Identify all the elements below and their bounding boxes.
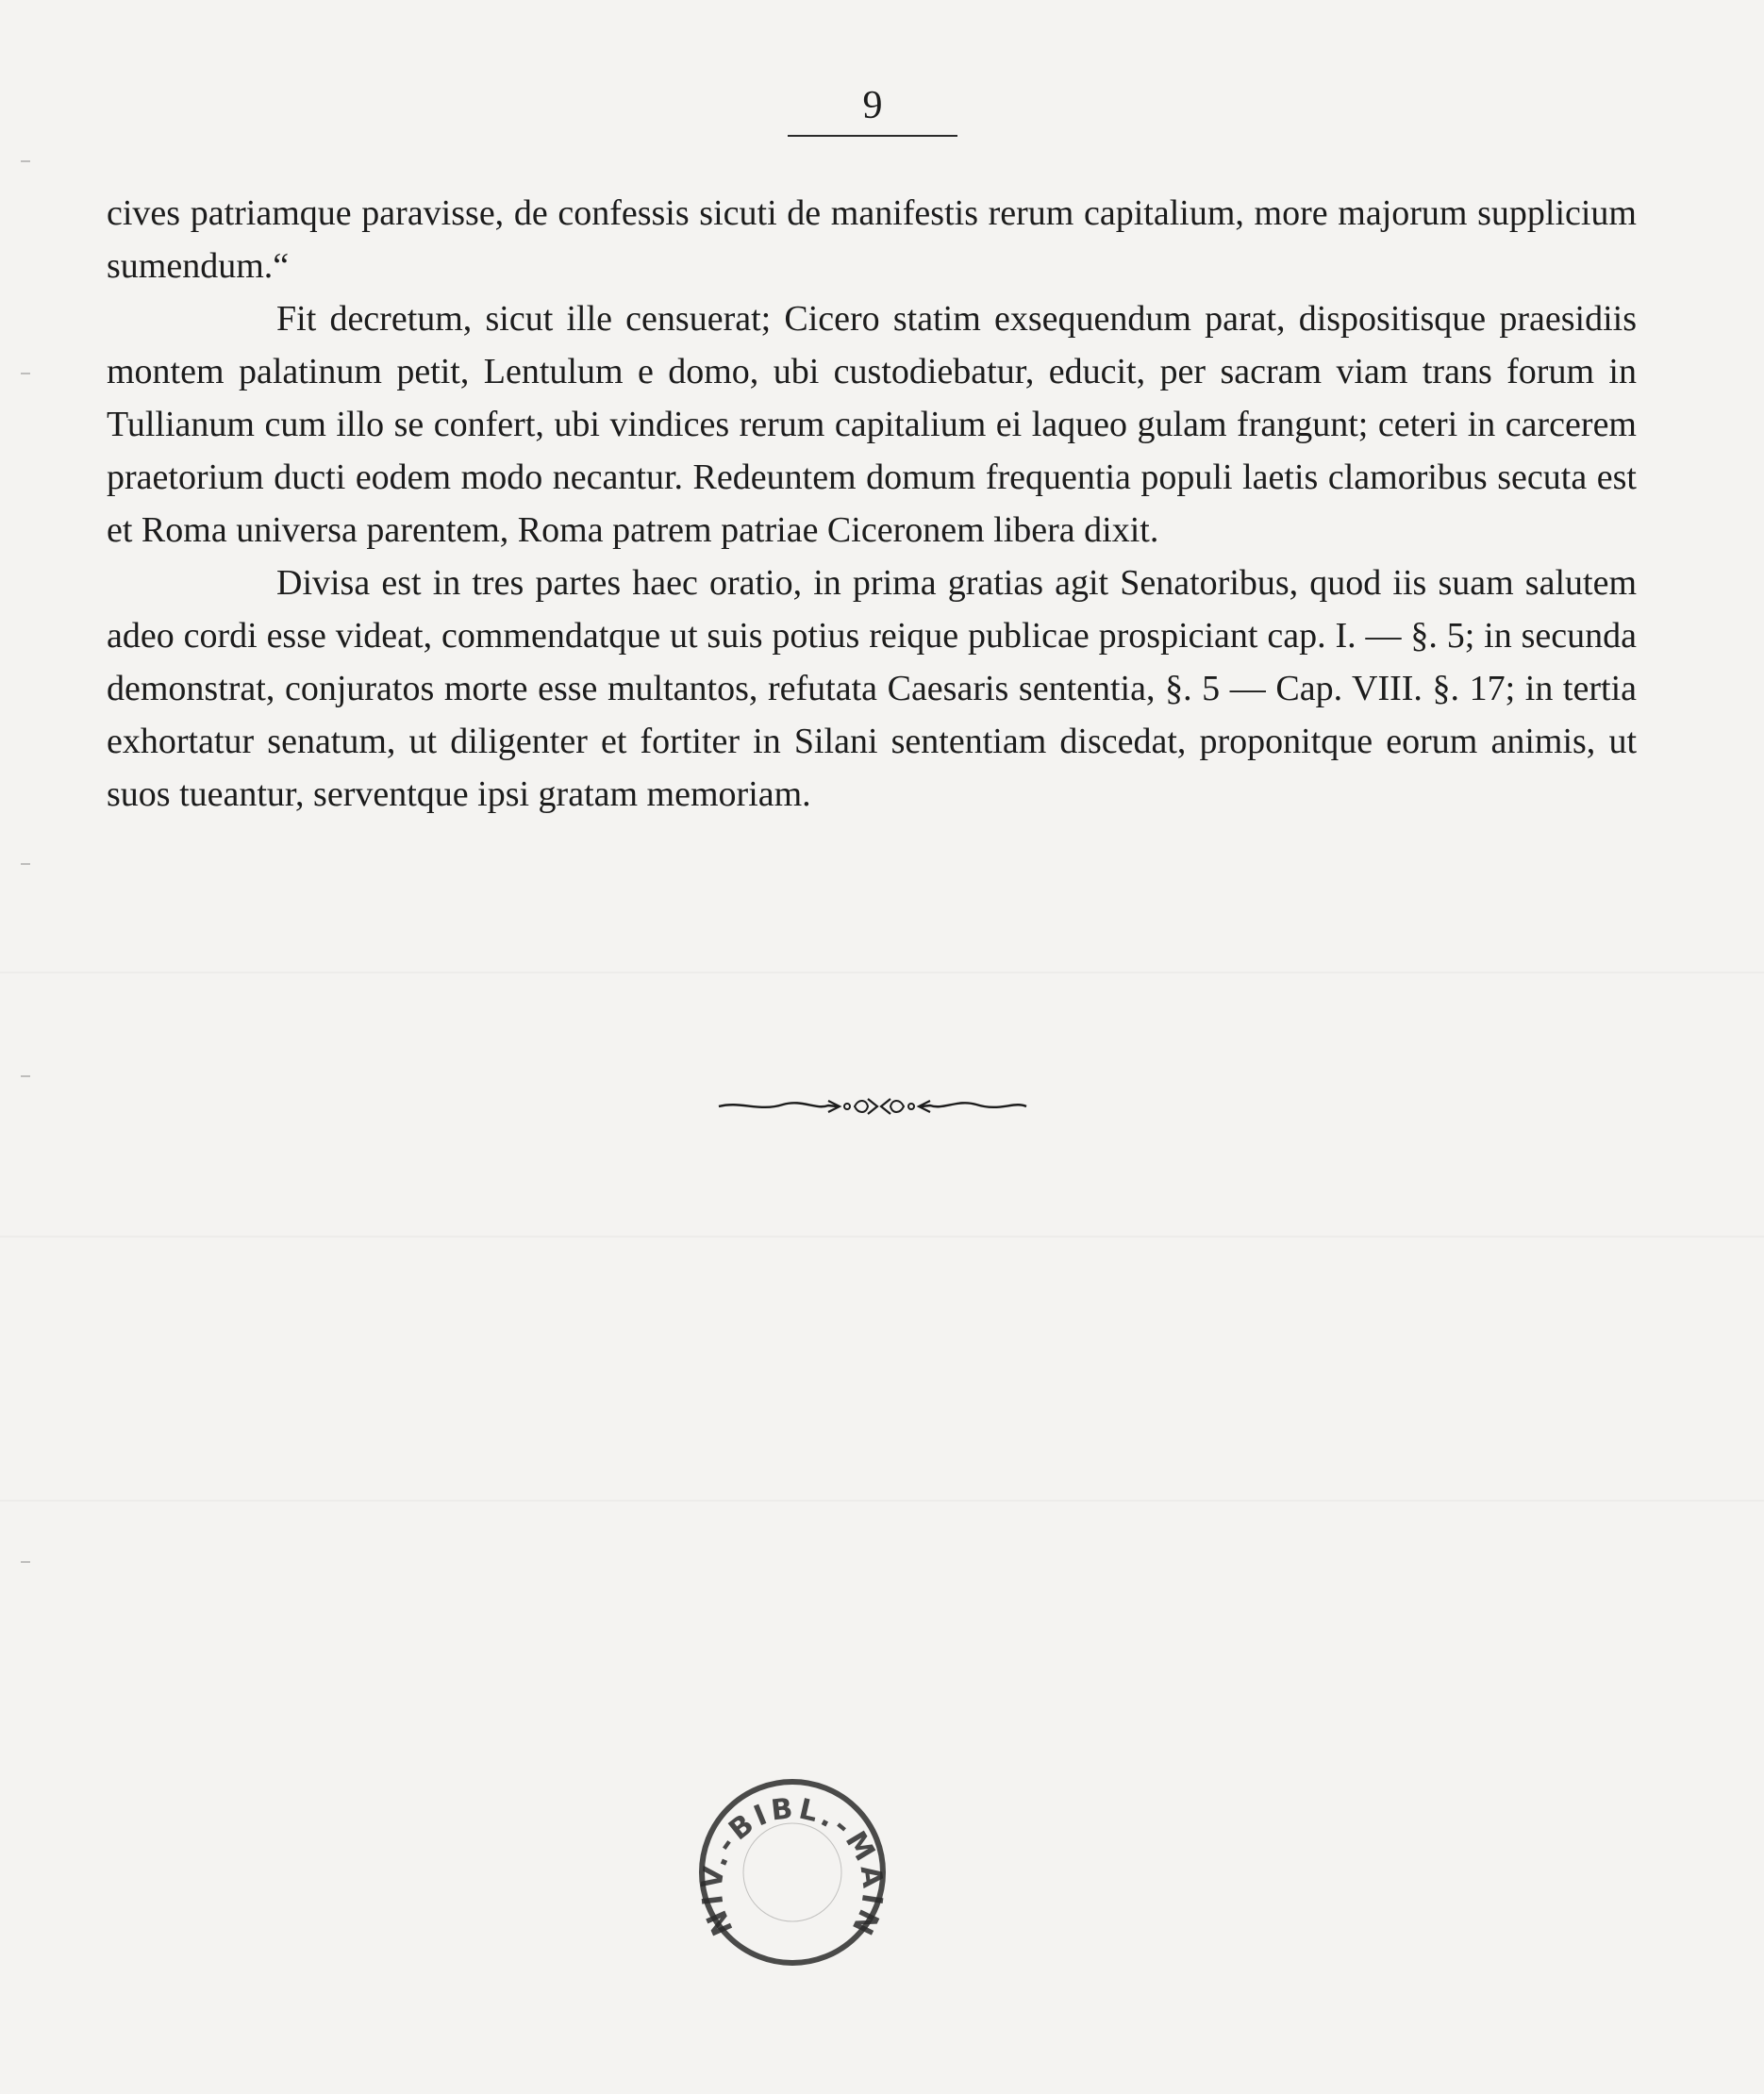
svg-text:UNIV.-BIBL.-MAINZ [693, 1773, 890, 1943]
ornament-divider-icon [717, 1089, 1028, 1123]
margin-mark [21, 373, 30, 380]
body-text [107, 187, 1637, 821]
paragraph-3: Divisa est in tres partes haec oratio, in prima gratias agit Senatoribus, quod iis suam salutem adeo cordi esse videat, commendatque ut suis potius reique publicae prospiciant cap. I. — §. 5; in secunda demonstrat, conjuratos morte esse multantos, refutata Caesaris sententia, §. 5 — Cap. VIII. §. 17; in tertia exhortatur senatum, ut diligenter et fortiter in Silani sententiam discedat, proponitque eorum animis, ut suos tueantur, serventque ipsi gratam memoriam. [107, 563, 1637, 814]
stamp-text: NIV.-BIBL.-MAIN [695, 1791, 890, 1943]
margin-mark [21, 1075, 30, 1083]
library-stamp [693, 1773, 891, 1971]
page-number-rule [788, 135, 957, 137]
margin-mark [21, 160, 30, 168]
margin-mark [21, 863, 30, 871]
paragraph-2: Fit decretum, sicut ille censuerat; Cicero statim exsequendum parat, dispositisque praesidiis montem palatinum petit, Lentulum e domo, ubi custodiebatur, educit, per sacram viam trans forum in Tullianum cum illo se confert, ubi vindices rerum capitalium ei laqueo gulam frangunt; ceteri in carcerem praetorium ducti eodem modo necantur. Redeuntem domum frequentia populi laetis clamoribus secuta est et Roma universa parentem, Roma patrem patriae Ciceronem libera dixit. [107, 299, 1637, 550]
paragraph-1: cives patriamque paravisse, de confessis sicuti de manifestis rerum capitalium, more majorum supplicium sumendum.“ [107, 193, 1637, 286]
stamp-seal-icon [693, 1773, 891, 1971]
show-through-line [0, 1500, 1764, 1502]
show-through-line [0, 972, 1764, 973]
show-through-line [0, 1236, 1764, 1238]
page-number: 9 [862, 84, 883, 127]
margin-mark [21, 1561, 30, 1569]
